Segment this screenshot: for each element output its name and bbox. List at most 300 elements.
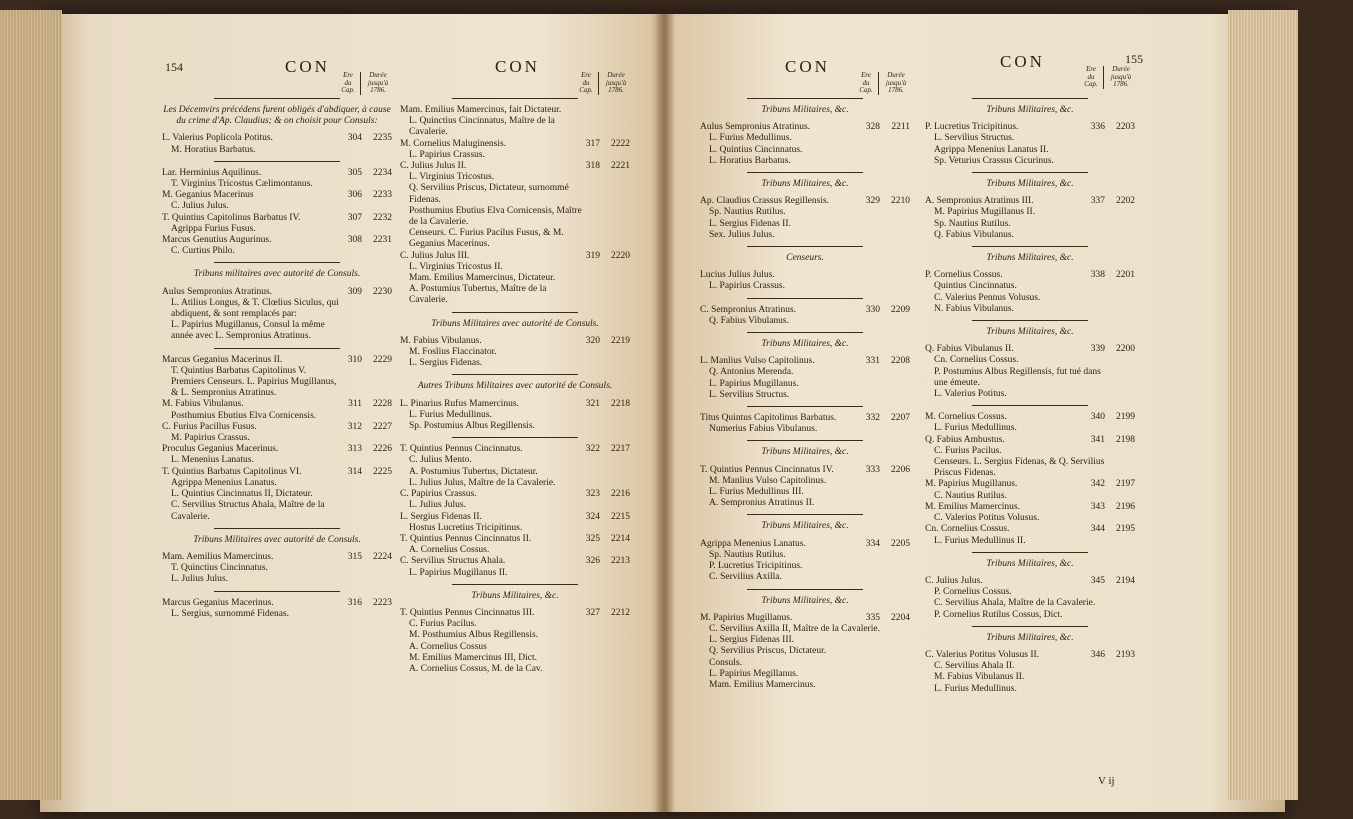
entry-name: M. Cornelius Maluginensis. [400, 138, 507, 149]
entry-ere: 321 [585, 398, 600, 409]
entry-ere: 314 [347, 466, 362, 477]
entry-line [700, 390, 910, 401]
entry-line [700, 476, 910, 487]
section-title: Tribuns Militaires, &c. [761, 521, 849, 532]
entry-ere: 335 [865, 612, 880, 623]
entry-name: Mam. Emilius Mamercinus. [709, 679, 816, 690]
entry-name: C. Servilius Structus Ahala. [400, 556, 506, 567]
entry-line [700, 281, 910, 292]
section-title: Tribuns militaires avec autorité de Consuls. [193, 269, 361, 280]
entry-duree: 2229 [373, 354, 392, 365]
entries [162, 94, 392, 625]
entry-line [700, 207, 910, 218]
entry-name: Q. Servilius Priscus, Dictateur. [709, 646, 827, 657]
entry-line [925, 412, 1135, 423]
section-rule [972, 246, 1088, 247]
section-title: Tribuns Militaires, &c. [761, 179, 849, 190]
header-duree-word: Durée [1112, 65, 1130, 73]
entry-name: C. Julius Julus II. [400, 161, 467, 172]
entry-ere: 319 [585, 250, 600, 261]
entry-name: T. Quintius Barbatus Capitolinus V. [171, 365, 307, 376]
entry-line [162, 287, 392, 298]
section-rule [972, 98, 1088, 99]
entry-duree: 2226 [373, 444, 392, 455]
entry-name: L. Furius Medullinus II. [934, 535, 1026, 546]
section-rule [747, 246, 863, 247]
entry-name: Premiers Censeurs. L. Papirius Mugillanus, & L. Sempronius Atratinus. [171, 377, 337, 399]
entry-line [400, 642, 630, 653]
entry-line [162, 366, 392, 377]
entry-line [162, 478, 392, 489]
page-number-left: 154 [165, 60, 183, 74]
section-title: Tribuns Militaires avec autorité de Consuls. [193, 534, 361, 545]
entry-name: Q. Antonius Merenda. [709, 367, 794, 378]
entry-line [700, 156, 910, 167]
section-title: Autres Tribuns Militaires avec autorité de Consuls. [417, 381, 613, 392]
header-duree [360, 72, 392, 95]
entry-line [700, 133, 910, 144]
entry-name: Sp. Veturius Crassus Cicurinus. [934, 155, 1054, 166]
running-head-2: CON [495, 57, 540, 76]
entry-duree: 2200 [1116, 344, 1135, 355]
entry-duree: 2215 [611, 511, 630, 522]
entry-name: Agrippa Menenius Lanatus II. [934, 144, 1049, 155]
entry-name: Mam. Emilius Mamercinus, Dictateur. [409, 273, 556, 284]
entry-name: T. Quintius Pennus Cincinnatus II. [400, 533, 532, 544]
entry-line [162, 190, 392, 201]
entry-block [162, 161, 392, 258]
section-rule [747, 98, 863, 99]
header-duree-word: 1786. [608, 86, 624, 94]
entry-line [700, 219, 910, 230]
entry-line [400, 500, 630, 511]
entry-duree: 2217 [611, 444, 630, 455]
column-header [574, 72, 630, 95]
entry-line [700, 305, 910, 316]
entry-line [400, 336, 630, 347]
header-ere-word: du [582, 78, 590, 87]
entry-duree: 2230 [373, 286, 392, 297]
entry-name: C. Julius Julus. [925, 575, 983, 586]
entry-ere: 329 [865, 196, 880, 207]
entry-ere: 344 [1090, 524, 1105, 535]
entry-name: C. Valerius Pennus Volusus. [934, 292, 1041, 303]
entry-name: L. Furius Medullinus III. [709, 487, 804, 498]
entry-name: P. Cornelius Cossus. [925, 270, 1003, 281]
entry-name: L. Furius Medullinus. [709, 133, 792, 144]
entry-line [400, 545, 630, 556]
entry-name: Agrippa Menenius Lanatus. [700, 538, 806, 549]
entry-name: Q. Fabius Vibulanus. [934, 229, 1015, 240]
entry-name: Marcus Geganius Macerinus. [162, 597, 274, 608]
entry-line [925, 196, 1135, 207]
entry-ere: 320 [585, 335, 600, 346]
entry-name: L. Papirius Crassus. [409, 149, 485, 160]
entry-duree: 2206 [891, 464, 910, 475]
entry-line [925, 156, 1135, 167]
entry-line [700, 465, 910, 476]
entry-line [400, 421, 630, 432]
entry-ere: 308 [347, 235, 362, 246]
section-rule [747, 332, 863, 333]
entry-line [400, 206, 630, 228]
entry-duree: 2211 [891, 122, 910, 133]
entry-name: L. Sergius Fidenas II. [709, 218, 791, 229]
entry-ere: 310 [347, 354, 362, 365]
entry-line [700, 487, 910, 498]
entry-line [925, 457, 1135, 479]
header-duree-word: 1786. [370, 86, 386, 94]
entry-name: M. Foslius Flaccinator. [409, 347, 497, 358]
entry-line [162, 574, 392, 585]
entry-name: L. Papirius Megillanus. [709, 668, 799, 679]
entry-line [162, 467, 392, 478]
entry-duree: 2193 [1116, 649, 1135, 660]
entry-name: A. Sempronius Atratinus III. [925, 196, 1034, 207]
section-rule [972, 405, 1088, 406]
entry-line [162, 598, 392, 609]
entry-line [400, 478, 630, 489]
entry-name: T. Quintius Pennus Cincinnatus. [400, 444, 523, 455]
entry-block [400, 437, 630, 578]
entry-line [400, 251, 630, 262]
entry-block [162, 528, 392, 586]
entry-block [700, 514, 910, 583]
entry-line [700, 669, 910, 680]
entry-line [400, 556, 630, 567]
book-gutter [655, 14, 675, 812]
entry-name: Hostus Lucretius Tricipitinus. [409, 522, 523, 533]
header-ere-word: Ere [861, 71, 871, 79]
header-ere-word: Ere [343, 71, 353, 79]
entry-name: Agrippa Furius Fusus. [171, 223, 256, 234]
entry-line [925, 270, 1135, 281]
entry-name: Sp. Nautius Rutilus. [934, 218, 1011, 229]
entry-line [925, 536, 1135, 547]
entry-duree: 2194 [1116, 575, 1135, 586]
section-title: Tribuns Militaires, &c. [761, 447, 849, 458]
entry-duree: 2227 [373, 421, 392, 432]
entry-name: C. Julius Julus. [171, 201, 229, 212]
entry-block [925, 320, 1135, 400]
entry-ere: 345 [1090, 575, 1105, 586]
entry-line [700, 572, 910, 583]
entry-name: L. Valerius Potitus. [934, 389, 1007, 400]
section-rule [214, 161, 341, 162]
section-rule [747, 406, 863, 407]
entry-ere: 323 [585, 489, 600, 500]
entry-line [925, 491, 1135, 502]
entry-duree: 2224 [373, 551, 392, 562]
entry-name: T. Quintius Barbatus Capitolinus VI. [162, 466, 302, 477]
entry-line [400, 139, 630, 150]
entry-name: T. Quinctius Cincinnatus. [171, 563, 268, 574]
entry-name: L. Furius Medullinus. [409, 409, 492, 420]
entry-name: A. Postumius Tubertus, Dictateur. [409, 466, 538, 477]
entry-name: L. Servilius Structus. [709, 389, 790, 400]
entry-name: C. Furius Pacilus. [934, 445, 1002, 456]
entry-line [925, 344, 1135, 355]
entry-ere: 309 [347, 286, 362, 297]
section-rule [452, 98, 579, 99]
entry-line [400, 455, 630, 466]
entry-name: A. Sempronius Atratinus II. [709, 498, 815, 509]
entry-line [400, 273, 630, 284]
entry-block [400, 98, 630, 307]
entry-name: L. Quintius Cincinnatus II, Dictateur. [171, 489, 313, 500]
entry-name: M. Fabius Vibulanus II. [934, 672, 1025, 683]
entry-name: C. Valerius Potitus Volusus II. [925, 649, 1040, 660]
entry-line [400, 284, 630, 306]
entry-line [700, 316, 910, 327]
section-rule [972, 172, 1088, 173]
entry-line [400, 608, 630, 619]
entry-duree: 2233 [373, 190, 392, 201]
section-rule [452, 437, 579, 438]
entry-name: Consuls. [709, 657, 742, 668]
header-ere-word: Cap. [859, 86, 873, 94]
entry-duree: 2201 [1116, 270, 1135, 281]
entry-line [700, 230, 910, 241]
entry-line [162, 201, 392, 212]
entry-name: Posthumius Ebutius Elva Cornicensis. [171, 410, 317, 421]
signature-mark: V ij [1098, 775, 1115, 787]
section-title: Les Décemvirs précédens furent obligés d'abdiquer, à cause du crime d'Ap. Claudius; & on choisit pour Consuls: [163, 105, 391, 127]
section-title: Tribuns Militaires, &c. [986, 179, 1074, 190]
entry-line [925, 587, 1135, 598]
header-duree-word: Durée [887, 71, 905, 79]
entry-duree: 2223 [373, 597, 392, 608]
entry-name: C. Servilius Structus Ahala, Maître de la Cavalerie. [171, 500, 325, 522]
entry-duree: 2209 [891, 304, 910, 315]
entry-name: C. Curtius Philo. [171, 246, 235, 257]
entry-name: L. Sergius Fidenas III. [709, 635, 795, 646]
entry-line [162, 444, 392, 455]
header-duree-word: jusqu'à [885, 78, 907, 87]
entry-line [700, 413, 910, 424]
entry-duree: 2225 [373, 466, 392, 477]
entry-duree: 2222 [611, 138, 630, 149]
entry-line [700, 196, 910, 207]
entry-line [400, 467, 630, 478]
entry-ere: 333 [865, 464, 880, 475]
entry-ere: 318 [585, 161, 600, 172]
entry-duree: 2216 [611, 489, 630, 500]
entry-block [700, 589, 910, 692]
entry-ere: 343 [1090, 501, 1105, 512]
entry-line [400, 664, 630, 675]
column-header [854, 72, 910, 95]
entry-duree: 2214 [611, 533, 630, 544]
entry-name: Sp. Nautius Rutilus. [709, 207, 786, 218]
entry-name: Mam. Emilius Mamercinus, fait Dictateur. [400, 105, 562, 115]
entry-block [400, 374, 630, 432]
entry-block [162, 262, 392, 342]
entry-name: T. Quintius Pennus Cincinnatus IV. [700, 464, 834, 475]
entry-name: C. Servilius Axilla II, Maître de la Cavalerie. [709, 623, 880, 634]
entry-ere: 341 [1090, 434, 1105, 445]
entry-line [400, 523, 630, 534]
entry-line [400, 347, 630, 358]
entry-line [925, 389, 1135, 400]
entry-name: M. Papirius Mugillanus. [925, 479, 1018, 490]
section-title: Tribuns Militaires, &c. [986, 632, 1074, 643]
entry-line [700, 424, 910, 435]
entry-name: Lucius Julius Julus. [700, 270, 775, 281]
entry-block [700, 172, 910, 241]
entry-ere: 342 [1090, 479, 1105, 490]
header-ere [336, 72, 360, 95]
entry-name: T. Quintius Pennus Cincinnatus III. [400, 607, 535, 618]
entry-ere: 305 [347, 167, 362, 178]
entry-name: Marcus Genutius Augurinus. [162, 235, 272, 246]
section-rule [452, 312, 579, 313]
entry-block [700, 298, 910, 327]
entry-line [162, 145, 392, 156]
section-rule [747, 440, 863, 441]
entry-name: C. Papirius Crassus. [400, 489, 477, 500]
entry-line [925, 479, 1135, 490]
section-rule [972, 626, 1088, 627]
section-title: Tribuns Militaires, &c. [761, 595, 849, 606]
entry-name: L. Papirius Mugillanus, Consul la même année avec L. Sempronius Atratinus. [171, 320, 325, 342]
section-title: Censeurs. [786, 253, 824, 264]
entry-line [162, 399, 392, 410]
entry-name: L. Manlius Vulso Capitolinus. [700, 356, 815, 367]
entry-block [162, 591, 392, 620]
entry-name: P. Lucretius Tricipitinus. [709, 561, 803, 572]
header-ere-word: Cap. [579, 86, 593, 94]
header-ere [854, 72, 878, 95]
entry-name: Q. Fabius Ambustus. [925, 434, 1005, 445]
entry-name: L. Menenius Lanatus. [171, 455, 254, 466]
entry-line [700, 122, 910, 133]
entry-block [700, 98, 910, 167]
entry-name: L. Pinarius Rufus Mamercinus. [400, 398, 520, 409]
entry-name: Marcus Geganius Macerinus II. [162, 354, 283, 365]
header-duree-word: jusqu'à [1110, 72, 1132, 81]
entry-line [400, 116, 630, 138]
entry-name: M. Fabius Vibulanus. [400, 335, 482, 346]
entry-ere: 332 [865, 413, 880, 424]
entry-line [925, 435, 1135, 446]
entry-ere: 331 [865, 356, 880, 367]
entry-line [700, 270, 910, 281]
entry-line [162, 179, 392, 190]
section-rule [214, 528, 341, 529]
entry-name: M. Papirius Mugillanus. [700, 612, 793, 623]
entry-ere: 313 [347, 444, 362, 455]
entry-line [162, 455, 392, 466]
header-duree-word: Durée [369, 71, 387, 79]
entry-ere: 312 [347, 421, 362, 432]
entry-line [700, 613, 910, 624]
entry-block [925, 405, 1135, 546]
entry-duree: 2198 [1116, 434, 1135, 445]
entry-name: L. Virginius Tricostus II. [409, 261, 503, 272]
entries [925, 94, 1135, 700]
entry-name: T. Quintius Capitolinus Barbatus IV. [162, 212, 301, 223]
entry-line [162, 411, 392, 422]
entry-name: Q. Fabius Vibulanus II. [925, 344, 1014, 355]
entry-duree: 2234 [373, 167, 392, 178]
section-rule [747, 514, 863, 515]
entry-line [400, 105, 630, 116]
entry-line [925, 661, 1135, 672]
entry-duree: 2212 [611, 607, 630, 618]
entry-name: Mam. Aemilius Mamercinus. [162, 551, 274, 562]
entry-ere: 325 [585, 533, 600, 544]
entry-name: M. Emilius Mamercinus. [925, 501, 1020, 512]
entry-line [400, 630, 630, 641]
entry-line [925, 133, 1135, 144]
entry-block [925, 552, 1135, 621]
entry-name: L. Sergius Fidenas II. [400, 511, 482, 522]
entry-name: Posthumius Ebutius Elva Cornicensis, Maître de la Cavalerie. [409, 205, 582, 228]
header-ere-word: Ere [1086, 65, 1096, 73]
entry-line [162, 609, 392, 620]
entry-name: L. Papirius Crassus. [709, 281, 785, 292]
section-title: Tribuns Militaires, &c. [471, 590, 559, 601]
entry-name: L. Furius Medullinus. [934, 423, 1017, 434]
header-ere [574, 72, 598, 95]
entry-line [925, 207, 1135, 218]
page-edges-left [0, 10, 62, 800]
entry-line [925, 672, 1135, 683]
entry-ere: 322 [585, 444, 600, 455]
entry-block [700, 440, 910, 509]
entry-line [400, 653, 630, 664]
header-duree-word: jusqu'à [605, 78, 627, 87]
entry-line [162, 422, 392, 433]
entry-name: M. Manlius Vulso Capitolinus. [709, 475, 827, 486]
header-duree [878, 72, 910, 95]
entry-line [700, 635, 910, 646]
header-ere-word: du [344, 78, 352, 87]
entry-line [925, 230, 1135, 241]
header-ere-word: Ere [581, 71, 591, 79]
entry-duree: 2220 [611, 250, 630, 261]
entry-line [700, 680, 910, 691]
entry-line [700, 550, 910, 561]
entry-duree: 2235 [373, 133, 392, 144]
entry-name: M. Papirius Crassus. [171, 433, 250, 444]
entry-line [925, 219, 1135, 230]
entry-name: P. Lucretius Tricipitinus. [925, 122, 1019, 133]
entry-name: Aulus Sempronius Atratinus. [162, 286, 273, 297]
entry-line [162, 298, 392, 320]
entry-block [400, 584, 630, 675]
entry-duree: 2231 [373, 235, 392, 246]
entry-line [162, 552, 392, 563]
entry-name: L. Quinctius Cincinnatus, Maître de la Cavalerie. [409, 116, 555, 138]
entry-name: L. Virginius Tricostus. [409, 172, 495, 183]
entry-name: L. Papirius Mugillanus II. [409, 567, 508, 578]
entry-name: Sp. Nautius Rutilus. [709, 549, 786, 560]
entry-line [925, 355, 1135, 366]
entry-line [162, 433, 392, 444]
entry-line [700, 379, 910, 390]
entry-line [162, 500, 392, 522]
entry-ere: 311 [348, 399, 362, 410]
entry-name: P. Cornelius Rutilus Cossus, Dict. [934, 609, 1063, 620]
entry-ere: 337 [1090, 196, 1105, 207]
header-ere-word: Cap. [341, 86, 355, 94]
entry-line [925, 598, 1135, 609]
entry-name: L. Quintius Cincinnatus. [709, 144, 803, 155]
entry-ere: 340 [1090, 412, 1105, 423]
entry-name: C. Valerius Potitus Volusus. [934, 513, 1040, 524]
